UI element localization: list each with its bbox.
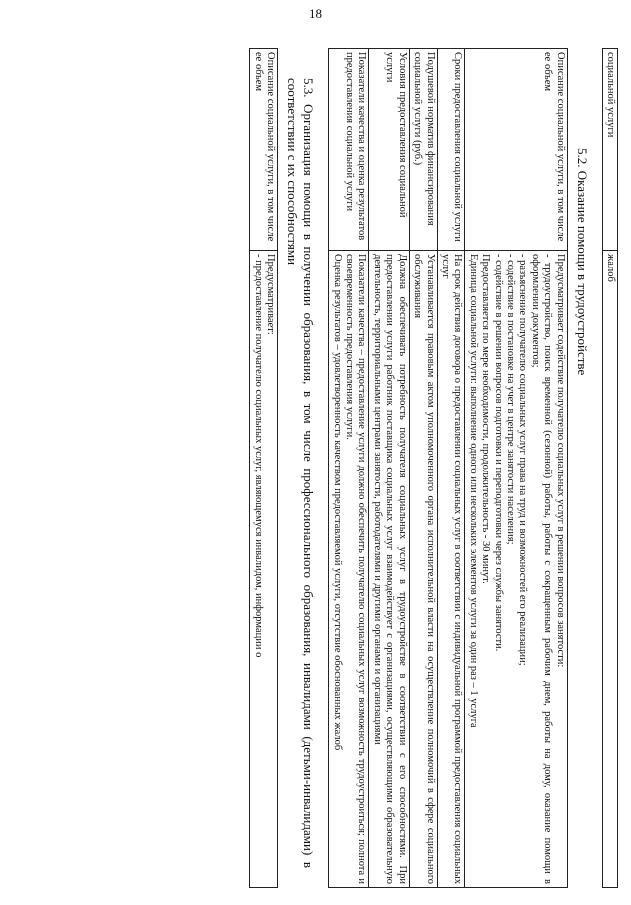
description-line: Оценка результатов – удовлетворенность качеством предоставляемой услуги, отсутствие обоснованных жалоб: [331, 254, 343, 751]
table-row: [437, 49, 465, 888]
rotated-page-content: [18, 48, 618, 888]
table-cell-description: [329, 251, 369, 888]
table-row: [250, 49, 278, 888]
description-line: На срок действия договора о предоставлении социальных услуг в соответствии с индивидуальной программой предоставления социальных услуг: [439, 254, 464, 884]
table-cell-label: социальной услуги: [602, 49, 617, 251]
table-cell-label: Описание социальной услуги, в том числе ее объем: [465, 49, 567, 251]
description-line: Показатели качества – предоставление услуги должно обеспечить получателю социальных услуг возможность трудоустроиться; полнота и своевременность предоставления услуги.: [344, 254, 368, 884]
description-line: Устанавливается правовым актом уполномоченного органа исполнительной власти на осуществление полномочий в сфере социального обслуживания: [412, 254, 436, 884]
table-cell-label: Сроки предоставления социальной услуги: [437, 49, 465, 251]
table-cell-description: [250, 251, 278, 888]
section-heading-5-3: 5.3. Организация помощи в получении образования, в том числе профессионального образования, инвалидами (детьми-инвалидами) в соответствии с их способностями: [285, 78, 317, 868]
description-line: Предоставляется по мере необходимости, продолжительность - 30 минут.: [480, 254, 492, 584]
table-row: [329, 49, 369, 888]
description-line: Единица социальной услуги: выполнение одного или нескольких элементов услуги за один раз – 1 услуга: [467, 254, 479, 728]
description-line: Должна обеспечивать потребность получателя социальных услуг в трудоустройстве в соответствии с его способностями. При предоставлении услуги работник поставщика социальных услуг взаимодействует с организациями, осуществляющими образовательную деятельность, территориальными центрами занятости, работодателями и другими органами и организациями: [371, 254, 408, 884]
table-cell-value: жалоб: [602, 251, 617, 888]
top-table-fragment: [602, 48, 618, 888]
page-number: 18: [309, 6, 322, 21]
table-cell-label: Описание социальной услуги, в том числе ее объем: [250, 49, 278, 251]
table-cell-description: [409, 251, 437, 888]
table-cell-description: [465, 251, 567, 888]
service-table-5-2: [328, 48, 567, 888]
description-line: - содействие в решении вопросов подготовки и переподготовки через службы занятости.: [492, 254, 504, 652]
table-row: [465, 49, 567, 888]
description-line: Предусматривает содействие получателю социальных услуг в решении вопросов занятости:: [554, 254, 566, 668]
service-table-5-3: [249, 48, 278, 888]
table-cell-description: [437, 251, 465, 888]
description-line: - предоставление получателю социальных услуг, являющемуся инвалидом, информации о: [252, 254, 264, 658]
table-row: [369, 49, 409, 888]
table-cell-label: Показатели качества и оценка результатов предоставления социальной услуги: [329, 49, 369, 251]
table-row: [602, 49, 617, 888]
description-line: - содействие в постановке на учет в центре занятости населения;: [504, 254, 516, 545]
table-cell-label: Условия предоставления социальной услуги: [369, 49, 409, 251]
description-line: Предусматривает:: [265, 254, 277, 335]
table-row: [409, 49, 437, 888]
section-heading-5-2: 5.2. Оказание помощи в трудоустройстве: [574, 148, 590, 376]
description-line: - трудоустройство, поиск временной (сезонной) работы, работы с сокращенным рабочим днем, работы на дому, оказание помощи в оформлении документов;: [529, 254, 554, 884]
table-cell-label: Подушевой норматив финансирования социальной услуги (руб.): [409, 49, 437, 251]
description-line: - разъяснение получателю социальных услуг права на труд и возможностей его реализации;: [517, 254, 529, 666]
table-cell-description: [369, 251, 409, 888]
